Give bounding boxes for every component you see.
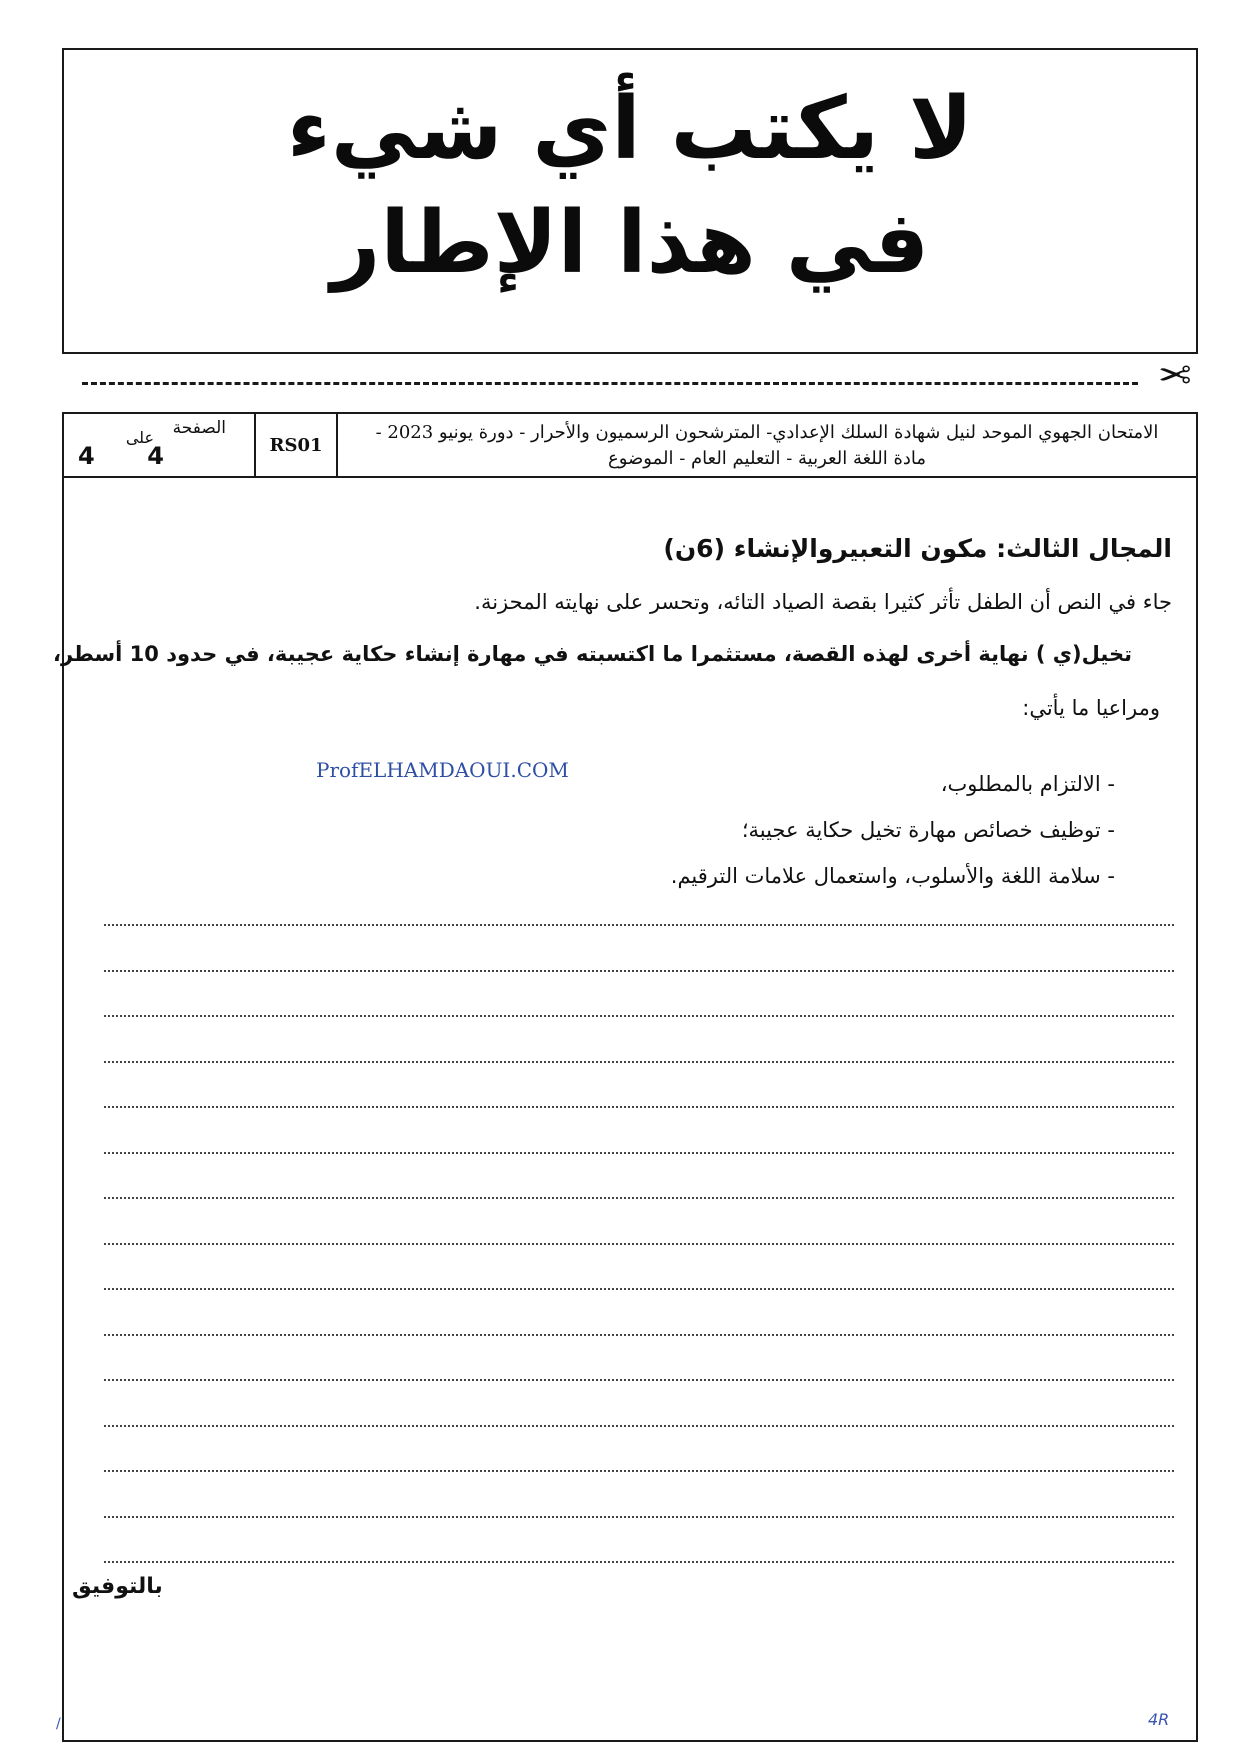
answer-line[interactable]: [104, 924, 1174, 926]
page-total: 4: [78, 442, 95, 470]
answer-line[interactable]: [104, 1425, 1174, 1427]
page-number-cell: [64, 414, 256, 476]
answer-line[interactable]: [104, 1061, 1174, 1063]
task-continuation: ومراعيا ما يأتي:: [1022, 696, 1160, 720]
exam-title-line1: الامتحان الجهوي الموحد لنيل شهادة السلك الإعدادي- المترشحون الرسميون والأحرار - دورة يونيو 2023 -: [375, 422, 1159, 443]
answer-line[interactable]: [104, 1015, 1174, 1017]
dashed-cut-line: [82, 382, 1138, 385]
answer-line[interactable]: [104, 1561, 1174, 1563]
intro-paragraph: جاء في النص أن الطفل تأثر كثيرا بقصة الصياد التائه، وتحسر على نهايته المحزنة.: [474, 590, 1172, 614]
cut-line-row: [62, 353, 1198, 408]
page-current: 4: [147, 442, 164, 470]
answer-line[interactable]: [104, 970, 1174, 972]
task-paragraph: تخيل(ي ) نهاية أخرى لهذه القصة، مستثمرا ما اكتسبته في مهارة إنشاء حكاية عجيبة، في حدود 10 أسطر،: [52, 642, 1132, 666]
answer-line[interactable]: [104, 1152, 1174, 1154]
scissors-icon: ✂: [1158, 353, 1192, 399]
exam-title-line2: مادة اللغة العربية - التعليم العام - الموضوع: [607, 448, 927, 469]
no-write-banner-line2: في هذا الإطار: [330, 193, 930, 293]
answer-line[interactable]: [104, 1197, 1174, 1199]
no-write-banner-line1: لا يكتب أي شيء: [286, 79, 974, 179]
answer-line[interactable]: [104, 1106, 1174, 1108]
margin-tick: /: [56, 1716, 61, 1732]
answer-line[interactable]: [104, 1243, 1174, 1245]
answer-line[interactable]: [104, 1334, 1174, 1336]
answer-line[interactable]: [104, 1516, 1174, 1518]
answer-line[interactable]: [104, 1379, 1174, 1381]
closing-wish: بالتوفيق: [72, 1574, 163, 1599]
criterion-item: - سلامة اللغة والأسلوب، واستعمال علامات الترقيم.: [670, 864, 1115, 888]
corner-mark: 4R: [1148, 1710, 1170, 1729]
criterion-item: - الالتزام بالمطلوب،: [940, 772, 1115, 796]
answer-line[interactable]: [104, 1288, 1174, 1290]
answer-line[interactable]: [104, 1470, 1174, 1472]
section-title: المجال الثالث: مكون التعبيروالإنشاء (6ن): [663, 534, 1172, 563]
exam-title-cell: [338, 414, 1196, 476]
criterion-item: - توظيف خصائص مهارة تخيل حكاية عجيبة؛: [741, 818, 1115, 842]
page-label: الصفحة: [172, 418, 226, 438]
page-of-label: على: [125, 428, 154, 447]
watermark: ProfELHAMDAOUI.COM: [316, 758, 569, 782]
exam-header-table: [62, 412, 1198, 478]
exam-code: RS01: [256, 414, 338, 476]
